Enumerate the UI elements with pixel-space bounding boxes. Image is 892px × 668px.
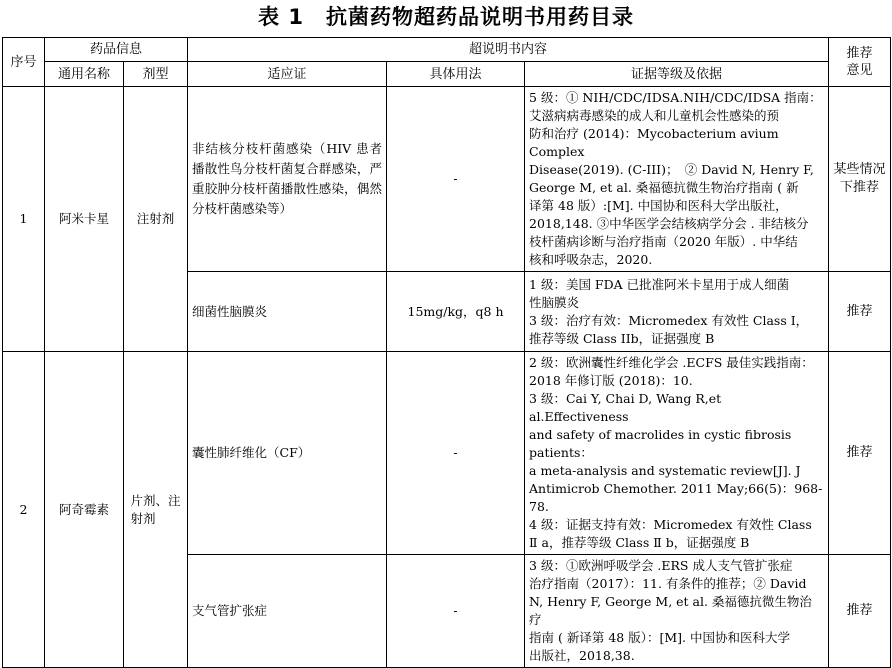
row-dosage-form: 片剂、注射剂 [124, 352, 188, 668]
row-indication: 细菌性脑膜炎 [188, 272, 387, 352]
row-evidence: 5 级：① NIH/CDC/IDSA.NIH/CDC/IDSA 指南： 艾滋病病毒感染的成人和儿童机会性感染的预 防和治疗 (2014)：Mycobacterium avium Complex Disease(2019). (C-III)； ② David N, Henry F, George M, et al. 桑福德抗微生物治疗指南 ( 新 译第 48 版）:[M]. 中国协和医科大学出版社， 2018,148. ③中华医学会结核病学分会 . 非结核分 枝杆菌病诊断与治疗指南（2020 年版）. 中华结 核和呼吸杂志，2020. [525, 87, 829, 272]
row-dosage-form: 注射剂 [124, 87, 188, 352]
row-seq: 2 [3, 352, 45, 668]
row-recommendation: 推荐 [829, 555, 891, 668]
row-generic-name: 阿奇霉素 [45, 352, 124, 668]
row-indication: 非结核分枝杆菌感染（HIV 患者播散性鸟分枝杆菌复合群感染，严重胶肿分枝杆菌播散性感染，偶然分枝杆菌感染等） [188, 87, 387, 272]
row-recommendation: 某些情况下推荐 [829, 87, 891, 272]
header-generic-name: 通用名称 [45, 62, 124, 87]
row-recommendation: 推荐 [829, 352, 891, 555]
header-offlabel: 超说明书内容 [188, 38, 829, 62]
header-evidence: 证据等级及依据 [525, 62, 829, 87]
row-seq: 1 [3, 87, 45, 352]
row-indication: 支气管扩张症 [188, 555, 387, 668]
drug-table [2, 37, 891, 668]
row-usage: - [387, 87, 525, 272]
header-usage: 具体用法 [387, 62, 525, 87]
header-drug-info: 药品信息 [45, 38, 188, 62]
row-recommendation: 推荐 [829, 272, 891, 352]
table-title: 表 1 抗菌药物超药品说明书用药目录 [258, 5, 634, 29]
row-usage: - [387, 555, 525, 668]
row-evidence: 3 级：①欧洲呼吸学会 .ERS 成人支气管扩张症 治疗指南（2017）：11. 有条件的推荐；② David N, Henry F, George M, et al. 桑福德抗微生物治疗 指南 ( 新译第 48 版）：[M]. 中国协和医科大学 出版社，2018,38. [525, 555, 829, 668]
table-row [3, 352, 891, 555]
row-usage: 15mg/kg，q8 h [387, 272, 525, 352]
row-generic-name: 阿米卡星 [45, 87, 124, 352]
header-dosage-form: 剂型 [124, 62, 188, 87]
row-evidence: 2 级：欧洲囊性纤维化学会 .ECFS 最佳实践指南： 2018 年修订版 (2018)：10. 3 级：Cai Y, Chai D, Wang R,et al.Effectiveness and safety of macrolides in cystic fibrosis patients： a meta-analysis and systematic review[J]. J Antimicrob Chemother. 2011 May;66(5)：968-78. 4 级：证据支持有效：Micromedex 有效性 Class Ⅱ a，推荐等级 Class Ⅱ b，证据强度 B [525, 352, 829, 555]
header-recommendation: 推荐意见 [829, 38, 891, 87]
table-row [3, 87, 891, 272]
header-indication: 适应证 [188, 62, 387, 87]
header-seq: 序号 [3, 38, 45, 87]
row-evidence: 1 级：美国 FDA 已批准阿米卡星用于成人细菌 性脑膜炎 3 级：治疗有效：Micromedex 有效性 Class I， 推荐等级 Class IIb，证据强度 B [525, 272, 829, 352]
row-usage: - [387, 352, 525, 555]
row-indication: 囊性肺纤维化（CF） [188, 352, 387, 555]
